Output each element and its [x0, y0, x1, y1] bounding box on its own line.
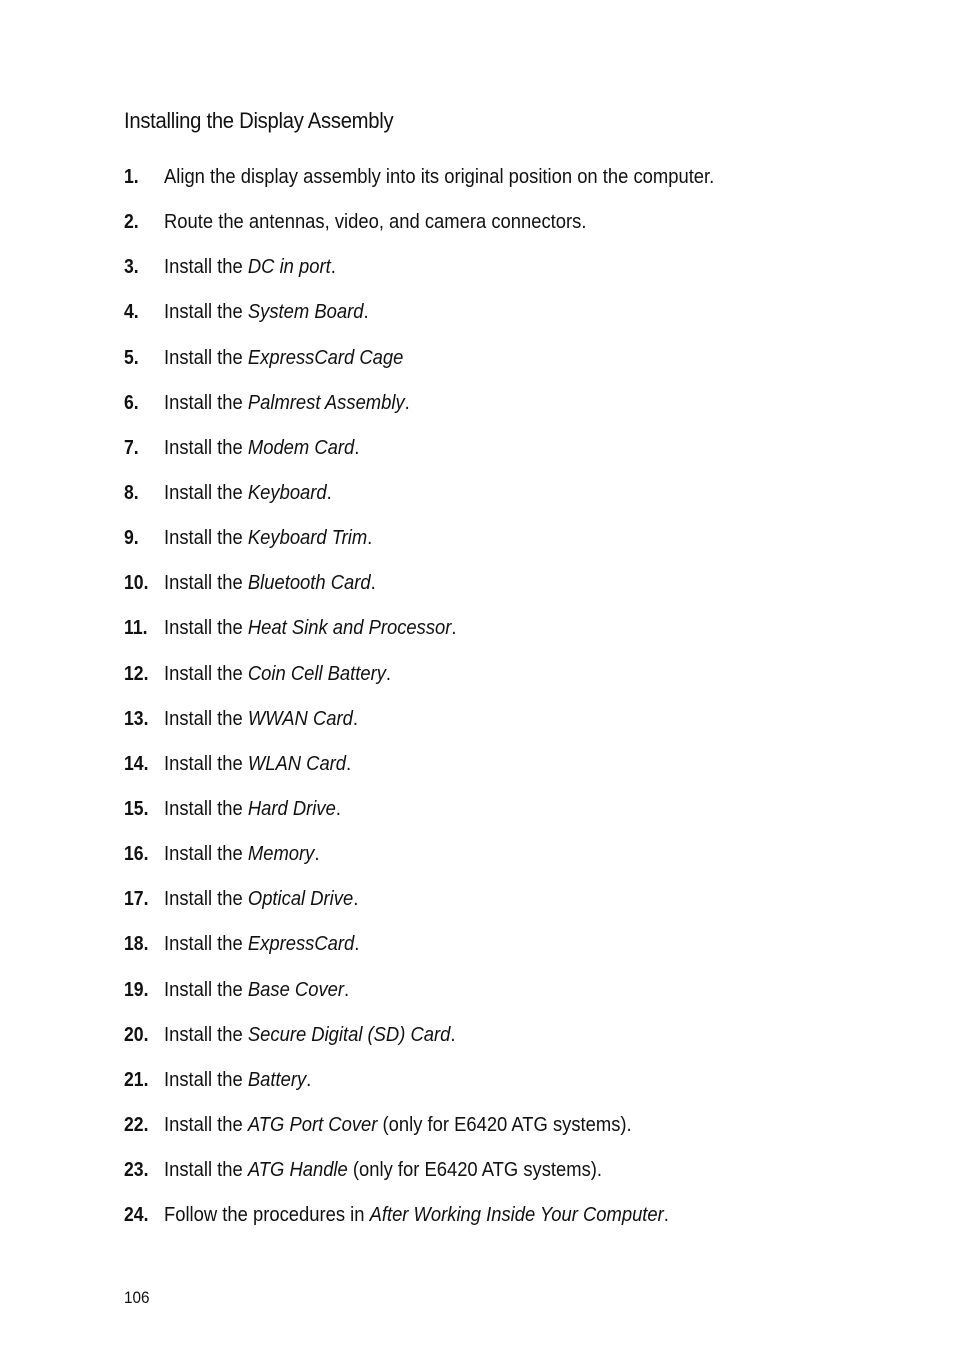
- step-number: 10.: [124, 572, 149, 595]
- step-reference-link[interactable]: Memory: [247, 843, 315, 866]
- step-text: [164, 344, 403, 372]
- step-reference-link[interactable]: Bluetooth Card: [247, 572, 371, 595]
- step-item: [124, 840, 762, 885]
- step-number: 9.: [124, 527, 139, 550]
- step-item: [124, 569, 762, 614]
- step-text-before: Install the: [164, 843, 248, 866]
- step-reference-link[interactable]: WLAN Card: [247, 752, 347, 775]
- step-reference-link[interactable]: Optical Drive: [247, 888, 354, 911]
- step-number: 18.: [124, 933, 149, 956]
- step-text-before: Install the: [164, 572, 248, 595]
- steps-list: [124, 163, 762, 1246]
- step-item: [124, 389, 762, 434]
- step-reference-link[interactable]: Heat Sink and Processor: [247, 617, 452, 640]
- step-number: 7.: [124, 436, 139, 459]
- step-text: [164, 705, 358, 733]
- step-text-before: Install the: [164, 1023, 248, 1046]
- step-text: [164, 614, 457, 642]
- step-text-before: Follow the procedures in: [164, 1204, 370, 1227]
- step-text-before: Install the: [164, 436, 248, 459]
- step-text-after: .: [404, 391, 410, 414]
- step-text-before: Install the: [164, 391, 248, 414]
- step-item: [124, 705, 762, 750]
- step-number: 21.: [124, 1068, 149, 1091]
- step-item: [124, 1201, 762, 1246]
- step-reference-link[interactable]: ExpressCard: [247, 933, 355, 956]
- step-text: [164, 976, 349, 1004]
- step-text: [164, 434, 359, 462]
- step-number: 20.: [124, 1023, 149, 1046]
- step-text-before: Install the: [164, 933, 248, 956]
- step-text-before: Install the: [164, 752, 248, 775]
- step-text: [164, 840, 319, 868]
- step-reference-link[interactable]: ATG Port Cover: [247, 1113, 378, 1136]
- step-item: [124, 163, 762, 208]
- step-item: [124, 976, 762, 1021]
- step-text-after: .: [354, 436, 360, 459]
- step-text: [164, 1201, 669, 1229]
- step-text-before: Install the: [164, 707, 248, 730]
- step-reference-link[interactable]: Keyboard Trim: [247, 527, 368, 550]
- step-text: [164, 208, 586, 236]
- step-text-before: Install the: [164, 978, 248, 1001]
- step-text-before: Align the display assembly into its original position on the computer.: [164, 166, 715, 188]
- step-item: [124, 208, 762, 253]
- step-number: 24.: [124, 1204, 149, 1227]
- step-item: [124, 885, 762, 930]
- step-number: 13.: [124, 707, 149, 730]
- step-text: [164, 524, 372, 552]
- step-text-after: .: [354, 933, 360, 956]
- step-item: [124, 524, 762, 569]
- step-text: [164, 930, 359, 958]
- step-text-after: (only for E6420 ATG systems).: [377, 1113, 632, 1136]
- step-text: [164, 569, 376, 597]
- step-item: [124, 750, 762, 795]
- step-text-before: Route the antennas, video, and camera connectors.: [164, 211, 587, 234]
- step-number: 15.: [124, 797, 149, 820]
- step-text-before: Install the: [164, 662, 248, 685]
- step-text-before: Install the: [164, 1159, 248, 1182]
- step-number: 5.: [124, 346, 139, 369]
- step-item: [124, 1066, 762, 1111]
- step-item: [124, 660, 762, 705]
- step-reference-link[interactable]: Coin Cell Battery: [247, 662, 386, 685]
- page-number: 106: [124, 1288, 150, 1307]
- step-reference-link[interactable]: ATG Handle: [247, 1159, 348, 1182]
- step-number: 17.: [124, 888, 149, 911]
- step-item: [124, 434, 762, 479]
- step-text-after: .: [306, 1068, 312, 1091]
- step-text-after: .: [344, 978, 350, 1001]
- step-reference-link[interactable]: WWAN Card: [247, 707, 353, 730]
- step-text: [164, 1066, 311, 1094]
- step-number: 23.: [124, 1159, 149, 1182]
- step-item: [124, 795, 762, 840]
- step-text-before: Install the: [164, 797, 248, 820]
- step-item: [124, 1111, 762, 1156]
- step-item: [124, 479, 762, 524]
- step-text-after: .: [663, 1204, 669, 1227]
- step-text: [164, 660, 391, 688]
- step-text-before: Install the: [164, 301, 248, 324]
- step-text: [164, 885, 358, 913]
- step-reference-link[interactable]: Palmrest Assembly: [247, 391, 405, 414]
- step-text: [164, 750, 351, 778]
- step-text: [164, 1111, 632, 1139]
- step-item: [124, 1156, 762, 1201]
- step-number: 4.: [124, 301, 139, 324]
- step-text-before: Install the: [164, 346, 248, 369]
- step-text: [164, 479, 332, 507]
- step-text-after: .: [385, 662, 392, 685]
- step-text: [164, 1156, 602, 1184]
- step-item: [124, 344, 762, 389]
- step-reference-link[interactable]: Battery: [247, 1068, 307, 1091]
- step-text-before: Install the: [164, 1068, 248, 1091]
- step-text-before: Install the: [164, 617, 248, 640]
- step-reference-link[interactable]: Modem Card: [247, 436, 355, 459]
- step-number: 14.: [124, 752, 149, 775]
- step-text-after: .: [330, 256, 336, 279]
- step-text-after: .: [326, 481, 332, 504]
- step-reference-link[interactable]: Hard Drive: [247, 797, 336, 820]
- step-text-after: .: [450, 1023, 456, 1046]
- step-number: 6.: [124, 391, 139, 414]
- step-item: [124, 1021, 762, 1066]
- step-reference-link[interactable]: System Board: [247, 301, 364, 324]
- step-text-after: .: [370, 572, 376, 595]
- step-text-before: Install the: [164, 256, 248, 279]
- step-number: 19.: [124, 978, 149, 1001]
- step-number: 8.: [124, 481, 139, 504]
- step-number: 16.: [124, 843, 149, 866]
- step-number: 11.: [124, 617, 148, 640]
- step-text: [164, 163, 714, 191]
- step-item: [124, 298, 762, 343]
- step-text-after: .: [335, 797, 341, 820]
- step-text-after: .: [367, 527, 373, 550]
- step-text-before: Install the: [164, 481, 248, 504]
- step-text-after: .: [353, 888, 359, 911]
- step-text: [164, 253, 336, 281]
- step-item: [124, 930, 762, 975]
- step-number: 3.: [124, 256, 139, 279]
- step-reference-link[interactable]: After Working Inside Your Computer: [369, 1204, 664, 1227]
- section-heading: Installing the Display Assembly: [124, 108, 394, 133]
- step-number: 22.: [124, 1113, 149, 1136]
- step-text: [164, 1021, 455, 1049]
- step-text-after: (only for E6420 ATG systems).: [347, 1159, 603, 1182]
- step-item: [124, 253, 762, 298]
- step-text: [164, 389, 410, 417]
- step-number: 12.: [124, 662, 149, 685]
- step-text: [164, 795, 341, 823]
- step-number: 1.: [124, 166, 139, 188]
- step-text-after: .: [363, 301, 369, 324]
- step-text-before: Install the: [164, 527, 248, 550]
- step-text-after: .: [451, 617, 457, 640]
- step-reference-link[interactable]: Secure Digital (SD) Card: [247, 1023, 451, 1046]
- step-item: [124, 614, 762, 659]
- step-text-after: .: [314, 843, 320, 866]
- step-reference-link[interactable]: DC in port: [247, 256, 331, 279]
- step-reference-link[interactable]: Keyboard: [247, 481, 327, 504]
- step-text-before: Install the: [164, 888, 248, 911]
- step-reference-link[interactable]: ExpressCard Cage: [247, 346, 404, 369]
- step-text: [164, 298, 369, 326]
- step-number: 2.: [124, 211, 139, 234]
- step-text-before: Install the: [164, 1113, 248, 1136]
- step-reference-link[interactable]: Base Cover: [247, 978, 345, 1001]
- step-text-after: .: [346, 752, 352, 775]
- step-text-after: .: [352, 707, 358, 730]
